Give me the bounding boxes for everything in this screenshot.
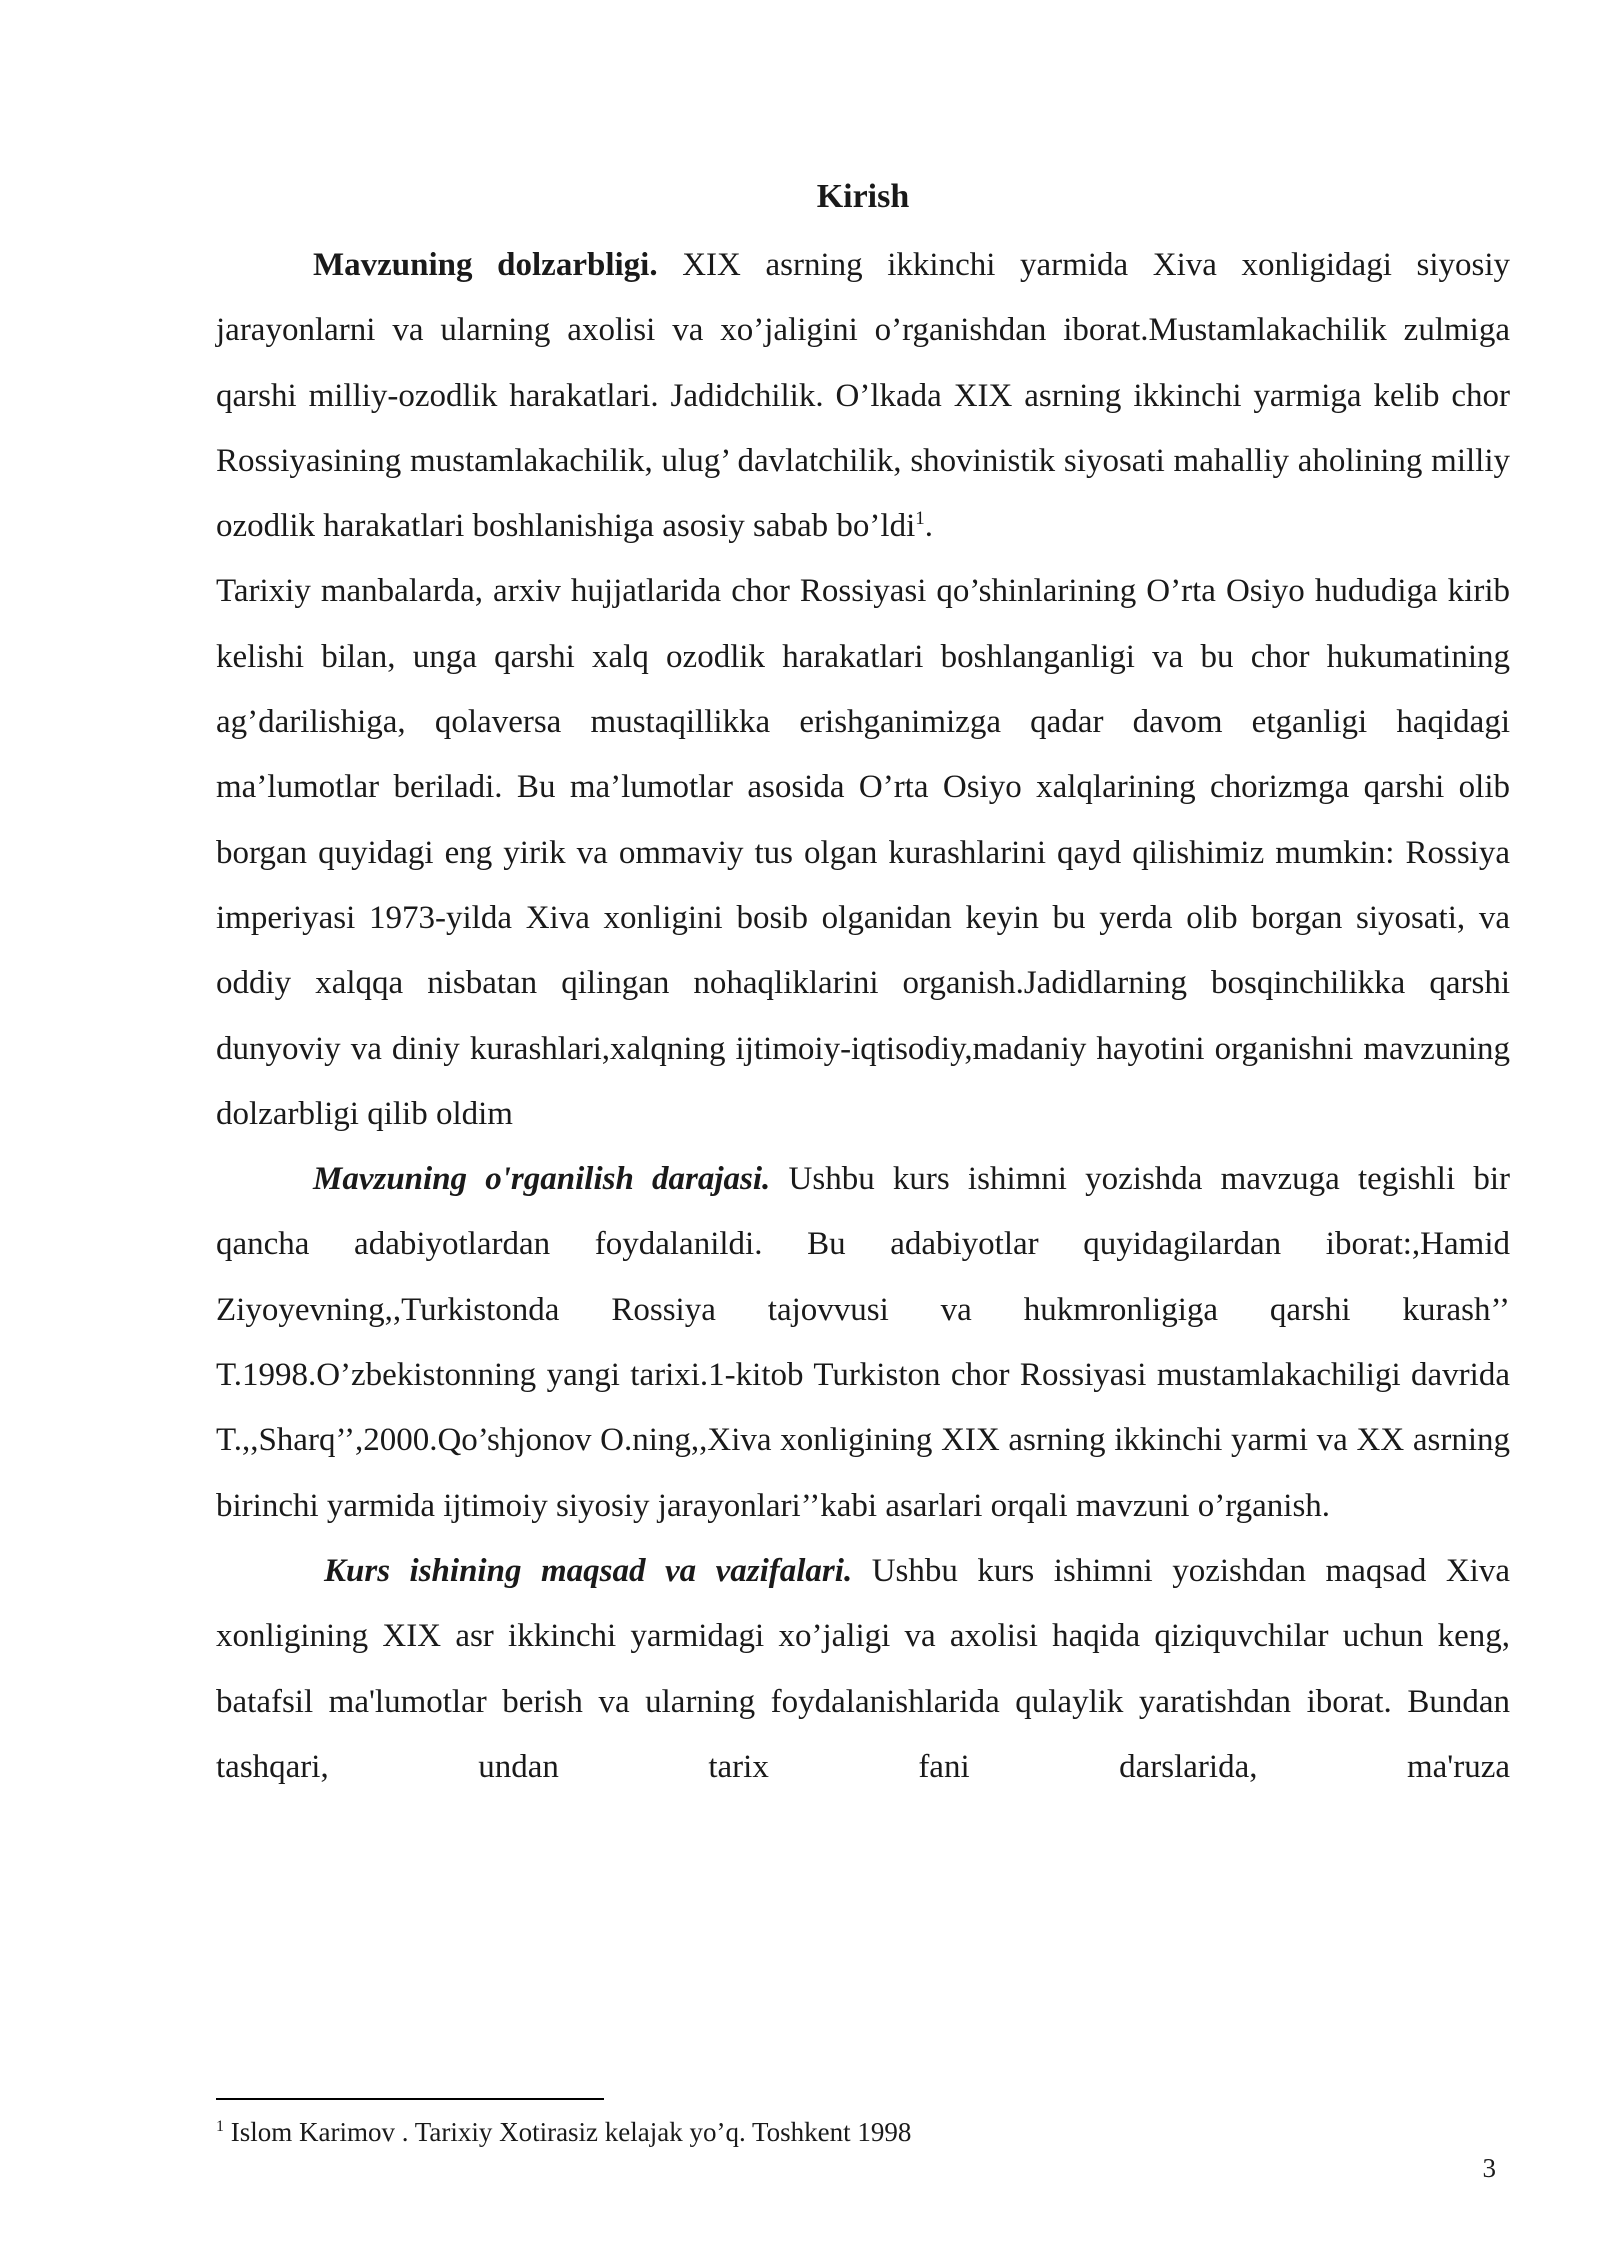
footnote-reference: 1 (915, 508, 925, 530)
paragraph-goals (216, 1539, 1510, 1800)
paragraph-relevance (216, 233, 1510, 559)
footnote-mark: 1 (216, 2118, 224, 2135)
footnote-text: Islom Karimov . Tarixiy Xotirasiz kelajak yo’q. Toshkent 1998 (224, 2117, 912, 2147)
paragraph-study-level (216, 1147, 1510, 1539)
paragraph-sources: Tarixiy manbalarda, arxiv hujjatlarida chor Rossiyasi qo’shinlarining O’rta Osiyo hududiga kirib kelishi bilan, unga qarshi xalq ozodlik harakatlari boshlanganligi va bu chor hukumatining ag’darilishiga, qolaversa mustaqillikka erishganimizga qadar davom etganligi haqidagi ma’lumotlar beriladi. Bu ma’lumotlar asosida O’rta Osiyo xalqlarining chorizmga qarshi olib borgan quyidagi eng yirik va ommaviy tus olgan kurashlarini qayd qilishimiz mumkin: Rossiya imperiyasi 1973-yilda Xiva xonligini bosib olganidan keyin bu yerda olib borgan siyosati, va oddiy xalqqa nisbatan qilingan nohaqliklarini organish.Jadidlarning bosqinchilikka qarshi dunyoviy va diniy kurashlari,xalqning ijtimoiy-iqtisodiy,madaniy hayotini organishni mavzuning dolzarbligi qilib oldim (216, 573, 1510, 1132)
study-level-text: Ushbu kurs ishimni yozishda mavzuga tegishli bir qancha adabiyotlardan foydalanildi. Bu adabiyotlar quyidagilardan iborat:,Hamid Ziyoyevning,,Turkistonda Rossiya tajovvusi va hukmronligiga qarshi kurash’’ T.1998.O’zbekistonning yangi tarixi.1-kitob Turkiston chor Rossiyasi mustamlakachiligi davrida T.,,Sharq’’,2000.Qo’shjonov O.ning,,Xiva xonligining XIX asrning ikkinchi yarmi va XX asrning birinchi yarmida ijtimoiy siyosiy jarayonlari’’kabi asarlari orqali mavzuni o’rganish. (216, 1161, 1510, 1524)
section-heading-goals: Kurs ishining maqsad va vazifalari. (324, 1552, 853, 1589)
document-body (216, 233, 1510, 1800)
relevance-text: XIX asrning ikkinchi yarmida Xiva xonligidagi siyosiy jarayonlarni va ularning axolisi va xo’jaligini o’rganishdan iborat.Mustamlakachilik zulmiga qarshi milliy-ozodlik harakatlari. Jadidchilik. O’lkada XIX asrning ikkinchi yarmiga kelib chor Rossiyasining mustamlakachilik, ulug’ davlatchilik, shovinistik siyosati mahalliy aholining milliy ozodlik harakatlari boshlanishiga asosiy sabab bo’ldi (216, 247, 1511, 545)
page-title: Kirish (816, 178, 910, 215)
goals-text: Ushbu kurs ishimni yozishdan maqsad Xiva xonligining XIX asr ikkinchi yarmidagi xo’jaligi va axolisi haqida qiziquvchilar uchun keng, batafsil ma'lumotlar berish va ularning foydalanishlarida qulaylik yaratishdan iborat. Bundan tashqari, undan tarix fani darslarida, ma'ruza (216, 1552, 1510, 1785)
footnote-separator (216, 2098, 604, 2100)
page-number: 3 (1482, 2153, 1496, 2183)
section-heading-study-level: Mavzuning o'rganilish darajasi. (313, 1161, 771, 1198)
relevance-text-end: . (924, 508, 934, 545)
section-heading-relevance: Mavzuning dolzarbligi. (313, 247, 658, 283)
footnote (216, 2114, 1416, 2150)
